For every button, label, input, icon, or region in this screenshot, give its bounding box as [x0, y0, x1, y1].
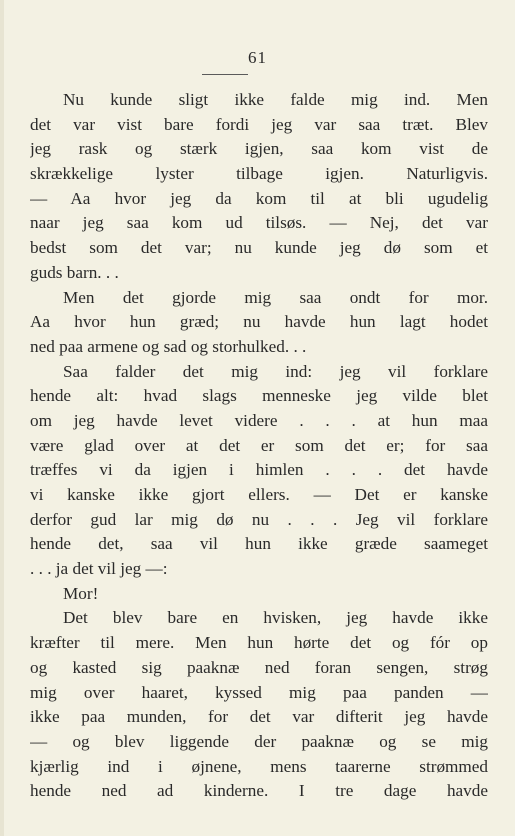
text-line: hende det, saa vil hun ikke græde saameget — [30, 534, 488, 554]
text-line: jeg rask og stærk igjen, saa kom vist de — [30, 139, 488, 159]
text-line: Aa hvor hun græd; nu havde hun lagt hodet — [30, 312, 488, 332]
text-line: vi kanske ikke gjort ellers. — Det er kanske — [30, 485, 488, 504]
page-number-rule — [202, 74, 248, 75]
text-line: være glad over at det er som det er; for saa — [30, 435, 488, 455]
text-line: . . . ja det vil jeg —: — [30, 559, 168, 579]
text-line: Men det gjorde mig saa ondt for mor. — [63, 287, 488, 307]
text-line: det var vist bare fordi jeg var saa træt. Blev — [30, 114, 488, 134]
page-number: 61 — [248, 48, 267, 67]
text-line: Det blev bare en hvisken, jeg havde ikke — [63, 608, 488, 628]
text-line: og kasted sig paaknæ ned foran sengen, strøg — [30, 657, 488, 677]
text-line: kjærlig ind i øjnene, mens taarerne strømmed — [30, 756, 488, 776]
text-line: naar jeg saa kom ud tilsøs. — Nej, det var — [30, 213, 488, 233]
text-line: ikke paa munden, for det var difterit jeg havde — [30, 707, 488, 727]
text-line: skrækkelige lyster tilbage igjen. Naturligvis. — [30, 164, 488, 184]
text-line: derfor gud lar mig dø nu . . . Jeg vil forklare — [30, 509, 488, 529]
text-line: træffes vi da igjen i himlen . . . det havde — [30, 460, 488, 480]
text-line: — og blev liggende der paaknæ og se mig — [30, 731, 488, 751]
text-line: Saa falder det mig ind: jeg vil forklare — [63, 361, 488, 381]
text-line: mig over haaret, kyssed mig paa panden — — [30, 682, 488, 702]
text-line: bedst som det var; nu kunde jeg dø som et — [30, 238, 488, 258]
text-line: om jeg havde levet videre . . . at hun maa — [30, 410, 488, 430]
text-line: — Aa hvor jeg da kom til at bli ugudelig — [30, 188, 488, 208]
text-line: Nu kunde sligt ikke falde mig ind. Men — [63, 90, 488, 109]
text-line: hende alt: hvad slags menneske jeg vilde blet — [30, 386, 488, 406]
text-line: hende ned ad kinderne. I tre dage havde — [30, 781, 488, 801]
text-line: Mor! — [63, 583, 99, 603]
text-line: ned paa armene og sad og storhulked. . . — [30, 336, 307, 356]
text-line: kræfter til mere. Men hun hørte det og fór op — [30, 633, 488, 653]
page-edge — [0, 0, 4, 836]
text-line: guds barn. . . — [30, 262, 119, 282]
body-text — [30, 88, 488, 804]
